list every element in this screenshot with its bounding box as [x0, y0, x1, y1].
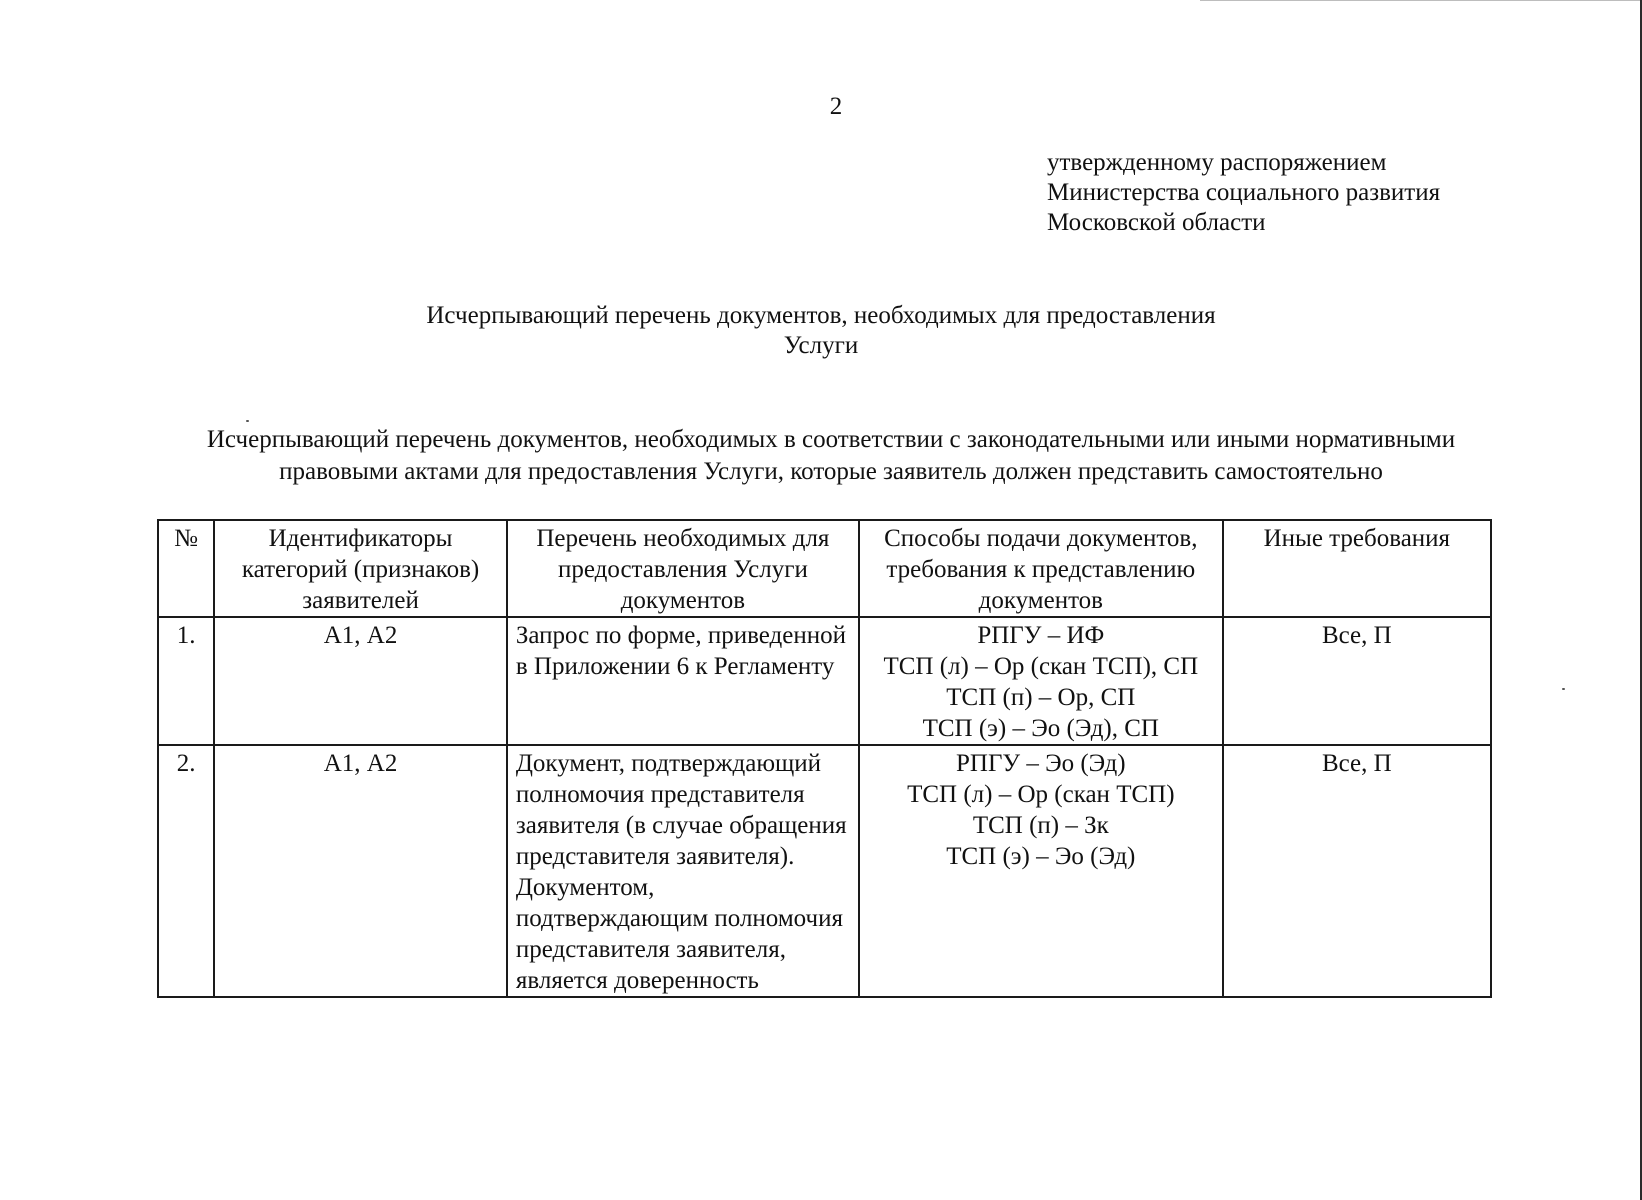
header-identifiers: Идентификаторы категорий (признаков) заявителей: [214, 520, 507, 617]
scan-edge-top: [1200, 0, 1642, 1]
row-submission-methods: [859, 617, 1223, 745]
row-submission-methods: [859, 745, 1223, 997]
scan-speck: [1562, 688, 1565, 690]
approval-block: [1047, 148, 1440, 238]
documents-table: [157, 519, 1492, 998]
method-line: ТСП (л) – Ор (скан ТСП), СП: [883, 653, 1199, 680]
page-number: 2: [829, 93, 843, 120]
row-document: Документ, подтверждающий полномочия представителя заявителя (в случае обращения представителя заявителя). Документом, подтверждающим полномочия представителя заявителя, является доверенность: [507, 745, 859, 997]
method-line: ТСП (п) – Зк: [972, 812, 1109, 839]
table-caption: [0, 424, 1642, 488]
row-other-requirements: Все, П: [1223, 745, 1491, 997]
scan-speck: [246, 420, 249, 422]
table-row: [158, 617, 1491, 745]
method-line: ТСП (л) – Ор (скан ТСП): [907, 781, 1175, 808]
method-line: РПГУ – ИФ: [977, 622, 1105, 649]
header-number: №: [158, 520, 214, 617]
document-title: [0, 301, 1642, 361]
row-document: Запрос по форме, приведенной в Приложении 6 к Регламенту: [507, 617, 859, 745]
caption-line: Исчерпывающий перечень документов, необходимых в соответствии с законодательными или иными нормативными: [206, 426, 1456, 453]
method-line: ТСП (э) – Эо (Эд), СП: [922, 715, 1159, 742]
approval-line: Министерства социального развития: [1047, 179, 1441, 206]
header-other-requirements: Иные требования: [1223, 520, 1491, 617]
row-number: 1.: [158, 617, 214, 745]
method-line: ТСП (п) – Ор, СП: [946, 684, 1136, 711]
table-row: [158, 745, 1491, 997]
method-line: РПГУ – Эо (Эд): [955, 750, 1126, 777]
header-documents: Перечень необходимых для предоставления Услуги документов: [507, 520, 859, 617]
title-line: Исчерпывающий перечень документов, необходимых для предоставления: [426, 302, 1216, 329]
title-line: Услуги: [783, 332, 859, 359]
header-submission-methods: Способы подачи документов, требования к представлению документов: [859, 520, 1223, 617]
caption-line: правовыми актами для предоставления Услуги, которые заявитель должен представить самостоятельно: [279, 458, 1383, 485]
row-identifiers: А1, А2: [214, 745, 507, 997]
method-line: ТСП (э) – Эо (Эд): [946, 843, 1136, 870]
approval-line: утвержденному распоряжением: [1047, 149, 1387, 176]
table-header-row: [158, 520, 1491, 617]
row-other-requirements: Все, П: [1223, 617, 1491, 745]
approval-line: Московской области: [1047, 209, 1266, 236]
row-identifiers: А1, А2: [214, 617, 507, 745]
row-number: 2.: [158, 745, 214, 997]
